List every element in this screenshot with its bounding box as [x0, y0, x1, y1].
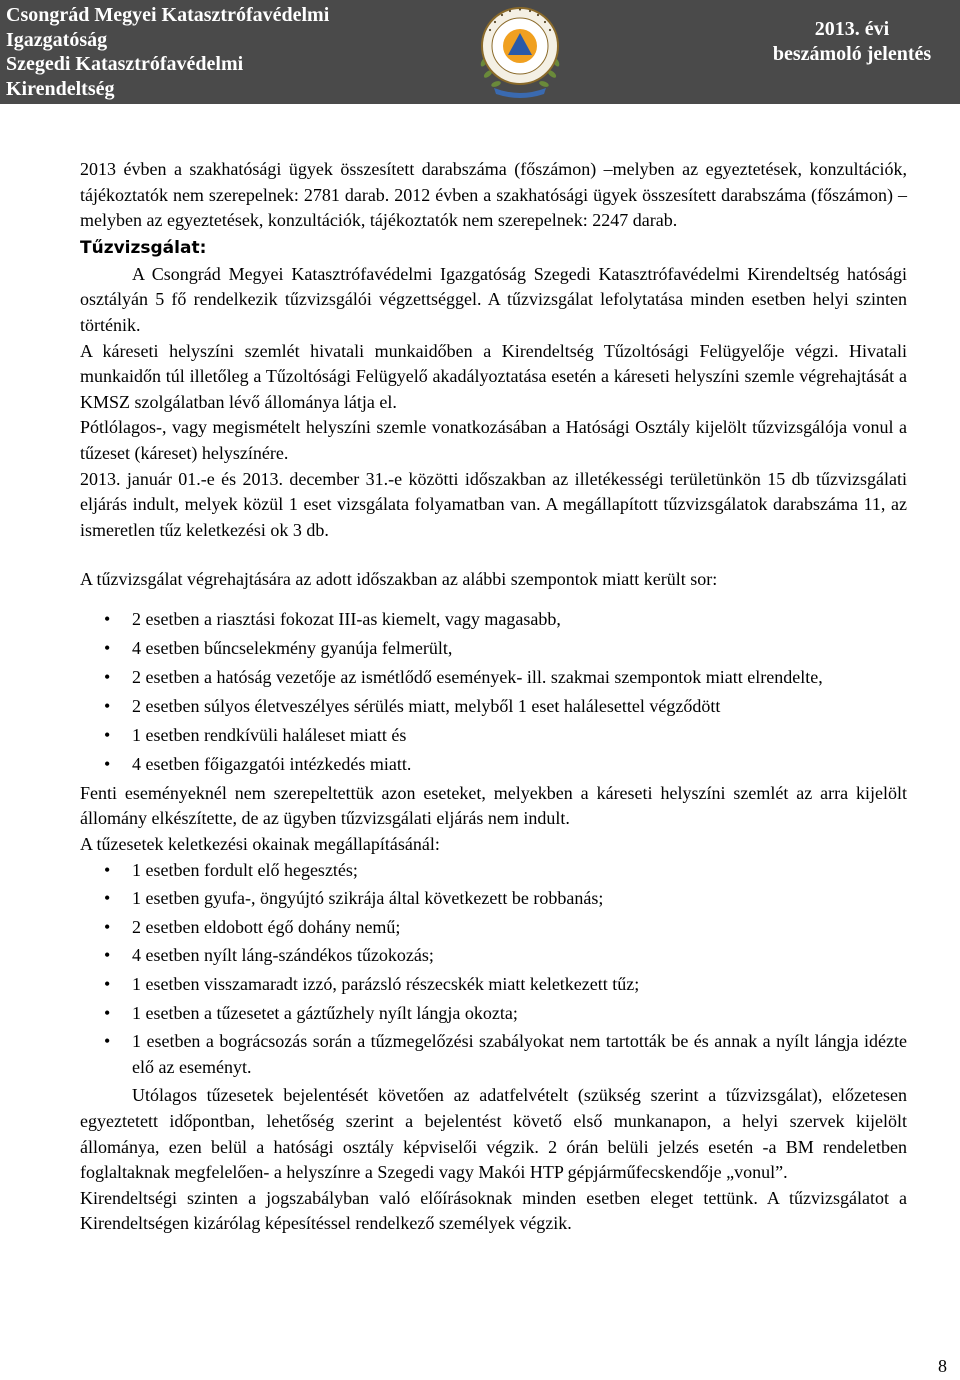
section-title: Tűzvizsgálat: — [80, 237, 207, 258]
page-number: 8 — [938, 1356, 947, 1376]
causes-list — [80, 858, 907, 1081]
paragraph: Kirendeltségi szinten a jogszabályban való előírásoknak minden esetben eleget tettünk. A tűzvizsgálatot a Kirendeltségen kizárólag képesítéssel rendelkező személyek végzik. — [80, 1187, 907, 1234]
document-body — [80, 157, 907, 1237]
list-item: • 2 esetben súlyos életveszélyes sérülés miatt, melyből 1 eset halálesettel végződött — [80, 694, 907, 720]
paragraph: Utólagos tűzesetek bejelentését követően az adatfelvételt (szükség szerint a tűzvizsgálat), előzetesen egyeztetett időpontban, lehetőség szerint a bejelentést követő első munkanapon, a helyi szervek kijelölt állománya, ezen belül a hatósági osztály képviselői végzik. 2 órán belüli jelzés esetén -a BM rendeletben foglaltaknak megfelelően- a helyszínre a Szegedi vagy Makói HTP gépjárműfecskendője „vonul”. — [80, 1085, 907, 1183]
list-item: • 1 esetben a bográcsozás során a tűzmegelőzési szabályokat nem tartották be és annak a nyílt lángja idézte elő az eseményt. — [80, 1029, 907, 1080]
page-header — [0, 0, 960, 104]
report-title — [752, 17, 952, 67]
paragraph: Fenti eseményeknél nem szerepeltettük azon eseteket, melyekben a káreseti helyszíni szemlét az arra kijelölt állomány elkészítette, de az ügyben tűzvizsgálati eljárás nem indult. — [80, 782, 907, 829]
paragraph: A káreseti helyszíni szemlét hivatali munkaidőben a Kirendeltség Tűzoltósági Felügyelője végzi. Hivatali munkaidőn túl illetőleg a Tűzoltósági Felügyelő akadályoztatása esetén a káreseti helyszíni szemle végrehajtását a KMSZ szolgálatban lévő állománya látja el. — [80, 340, 907, 412]
list-item: • 1 esetben gyufa-, öngyújtó szikrája által következett be robbanás; — [80, 886, 907, 912]
list-item: • 1 esetben rendkívüli haláleset miatt és — [80, 723, 907, 749]
list-item: • 1 esetben a tűzesetet a gáztűzhely nyílt lángja okozta; — [80, 1001, 907, 1027]
paragraph: Pótlólagos-, vagy megismételt helyszíni szemle vonatkozásában a Hatósági Osztály kijelölt tűzvizsgálója vonul a tűzeset (káreset) helyszínére. — [80, 417, 907, 463]
list-item: • 1 esetben visszamaradt izzó, parázsló részecskék miatt keletkezett tűz; — [80, 972, 907, 998]
org-line: Szegedi Katasztrófavédelmi — [6, 53, 244, 75]
list-item: • 2 esetben a hatóság vezetője az ismétlődő események- ill. szakmai szempontok miatt elrendelte, — [80, 665, 907, 691]
list-item: • 4 esetben főigazgatói intézkedés miatt. — [80, 752, 907, 778]
spacer — [80, 543, 907, 567]
paragraph: 2013. január 01.-e és 2013. december 31.-e közötti időszakban az illetékességi területünkön 15 db tűzvizsgálati eljárás indult, melyek közül 1 eset vizsgálata folyamatban van. A megállapított tűzvizsgálatok darabszáma 11, az ismeretlen tűz keletkezési ok 3 db. — [80, 468, 907, 540]
list-item: • 4 esetben bűncselekmény gyanúja felmerült, — [80, 636, 907, 662]
list-item: • 2 esetben a riasztási fokozat III-as kiemelt, vagy magasabb, — [80, 607, 907, 633]
org-line: Csongrád Megyei Katasztrófavédelmi — [6, 4, 330, 26]
list-item: • 1 esetben fordult elő hegesztés; — [80, 858, 907, 884]
intro-paragraph: 2013 évben a szakhatósági ügyek összesített darabszáma (főszámon) –melyben az egyeztetések, konzultációk, tájékoztatók nem szerepelnek: 2781 darab. 2012 évben a szakhatósági ügyek összesített darabszáma (főszámon) –melyben az egyeztetések, konzultációk, tájékoztatók nem szerepelnek: 2247 darab. — [80, 159, 907, 231]
paragraph: A Csongrád Megyei Katasztrófavédelmi Igazgatóság Szegedi Katasztrófavédelmi Kirendeltség hatósági osztályán 5 fő rendelkezik tűzvizsgálói végzettséggel. A tűzvizsgálat lefolytatása minden esetben helyi szinten történik. — [80, 263, 907, 335]
org-line: Kirendeltség — [6, 77, 115, 100]
list-item: • 2 esetben eldobott égő dohány nemű; — [80, 915, 907, 941]
list-item: • 4 esetben nyílt láng-szándékos tűzokozás; — [80, 943, 907, 969]
organization-name — [6, 3, 329, 101]
reasons-list — [80, 607, 907, 778]
paragraph: A tűzvizsgálat végrehajtására az adott időszakban az alábbi szempontok miatt került sor: — [80, 569, 718, 590]
paragraph: A tűzesetek keletkezési okainak megállapításánál: — [80, 834, 440, 854]
disaster-management-emblem-icon — [470, 0, 570, 100]
spacer — [80, 593, 907, 607]
report-year: 2013. évi — [814, 18, 890, 40]
org-line: Igazgatóság — [6, 28, 108, 51]
report-type: beszámoló jelentés — [772, 43, 932, 65]
